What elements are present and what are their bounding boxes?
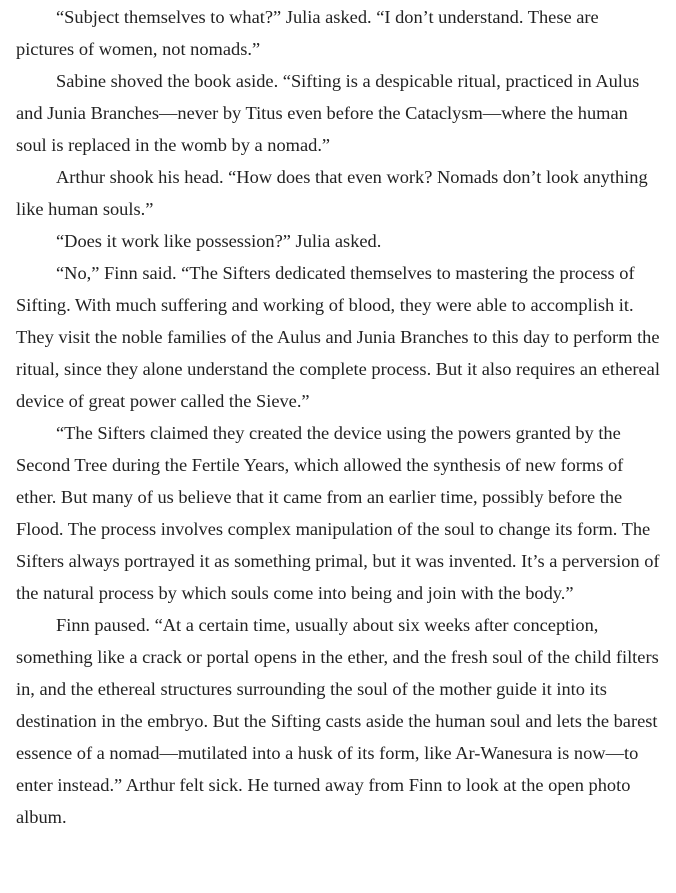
paragraph-1: “Subject themselves to what?” Julia asked. “I don’t understand. These are pictures of women, not nomads.”: [16, 7, 599, 59]
paragraph-5: “No,” Finn said. “The Sifters dedicated themselves to mastering the process of Sifting. With much suffering and working of blood, they were able to accomplish it. They visit the noble families of the Aulus and Junia Branches to this day to perform the ritual, since they alone understand the complete process. But it also requires an ethereal device of great power called the Sieve.”: [16, 263, 660, 411]
paragraph-2: Sabine shoved the book aside. “Sifting is a despicable ritual, practiced in Aulus and Junia Branches—never by Titus even before the Cataclysm—where the human soul is replaced in the womb by a nomad.”: [16, 71, 640, 155]
paragraph-4: “Does it work like possession?” Julia asked.: [56, 231, 382, 251]
paragraph-7: Finn paused. “At a certain time, usually about six weeks after conception, something like a crack or portal opens in the ether, and the fresh soul of the child filters in, and the ethereal structures surrounding the soul of the mother guide it into its destination in the embryo. But the Sifting casts aside the human soul and lets the barest essence of a nomad—mutilated into a husk of its form, like Ar-Wanesura is now—to enter instead.” Arthur felt sick. He turned away from Finn to look at the open photo album.: [16, 615, 659, 827]
paragraph-6: “The Sifters claimed they created the device using the powers granted by the Second Tree during the Fertile Years, which allowed the synthesis of new forms of ether. But many of us believe that it came from an earlier time, possibly before the Flood. The process involves complex manipulation of the soul to change its form. The Sifters always portrayed it as something primal, but it was invented. It’s a perversion of the natural process by which souls come into being and join with the body.”: [16, 423, 660, 603]
paragraph-3: Arthur shook his head. “How does that even work? Nomads don’t look anything like human souls.”: [16, 167, 648, 219]
